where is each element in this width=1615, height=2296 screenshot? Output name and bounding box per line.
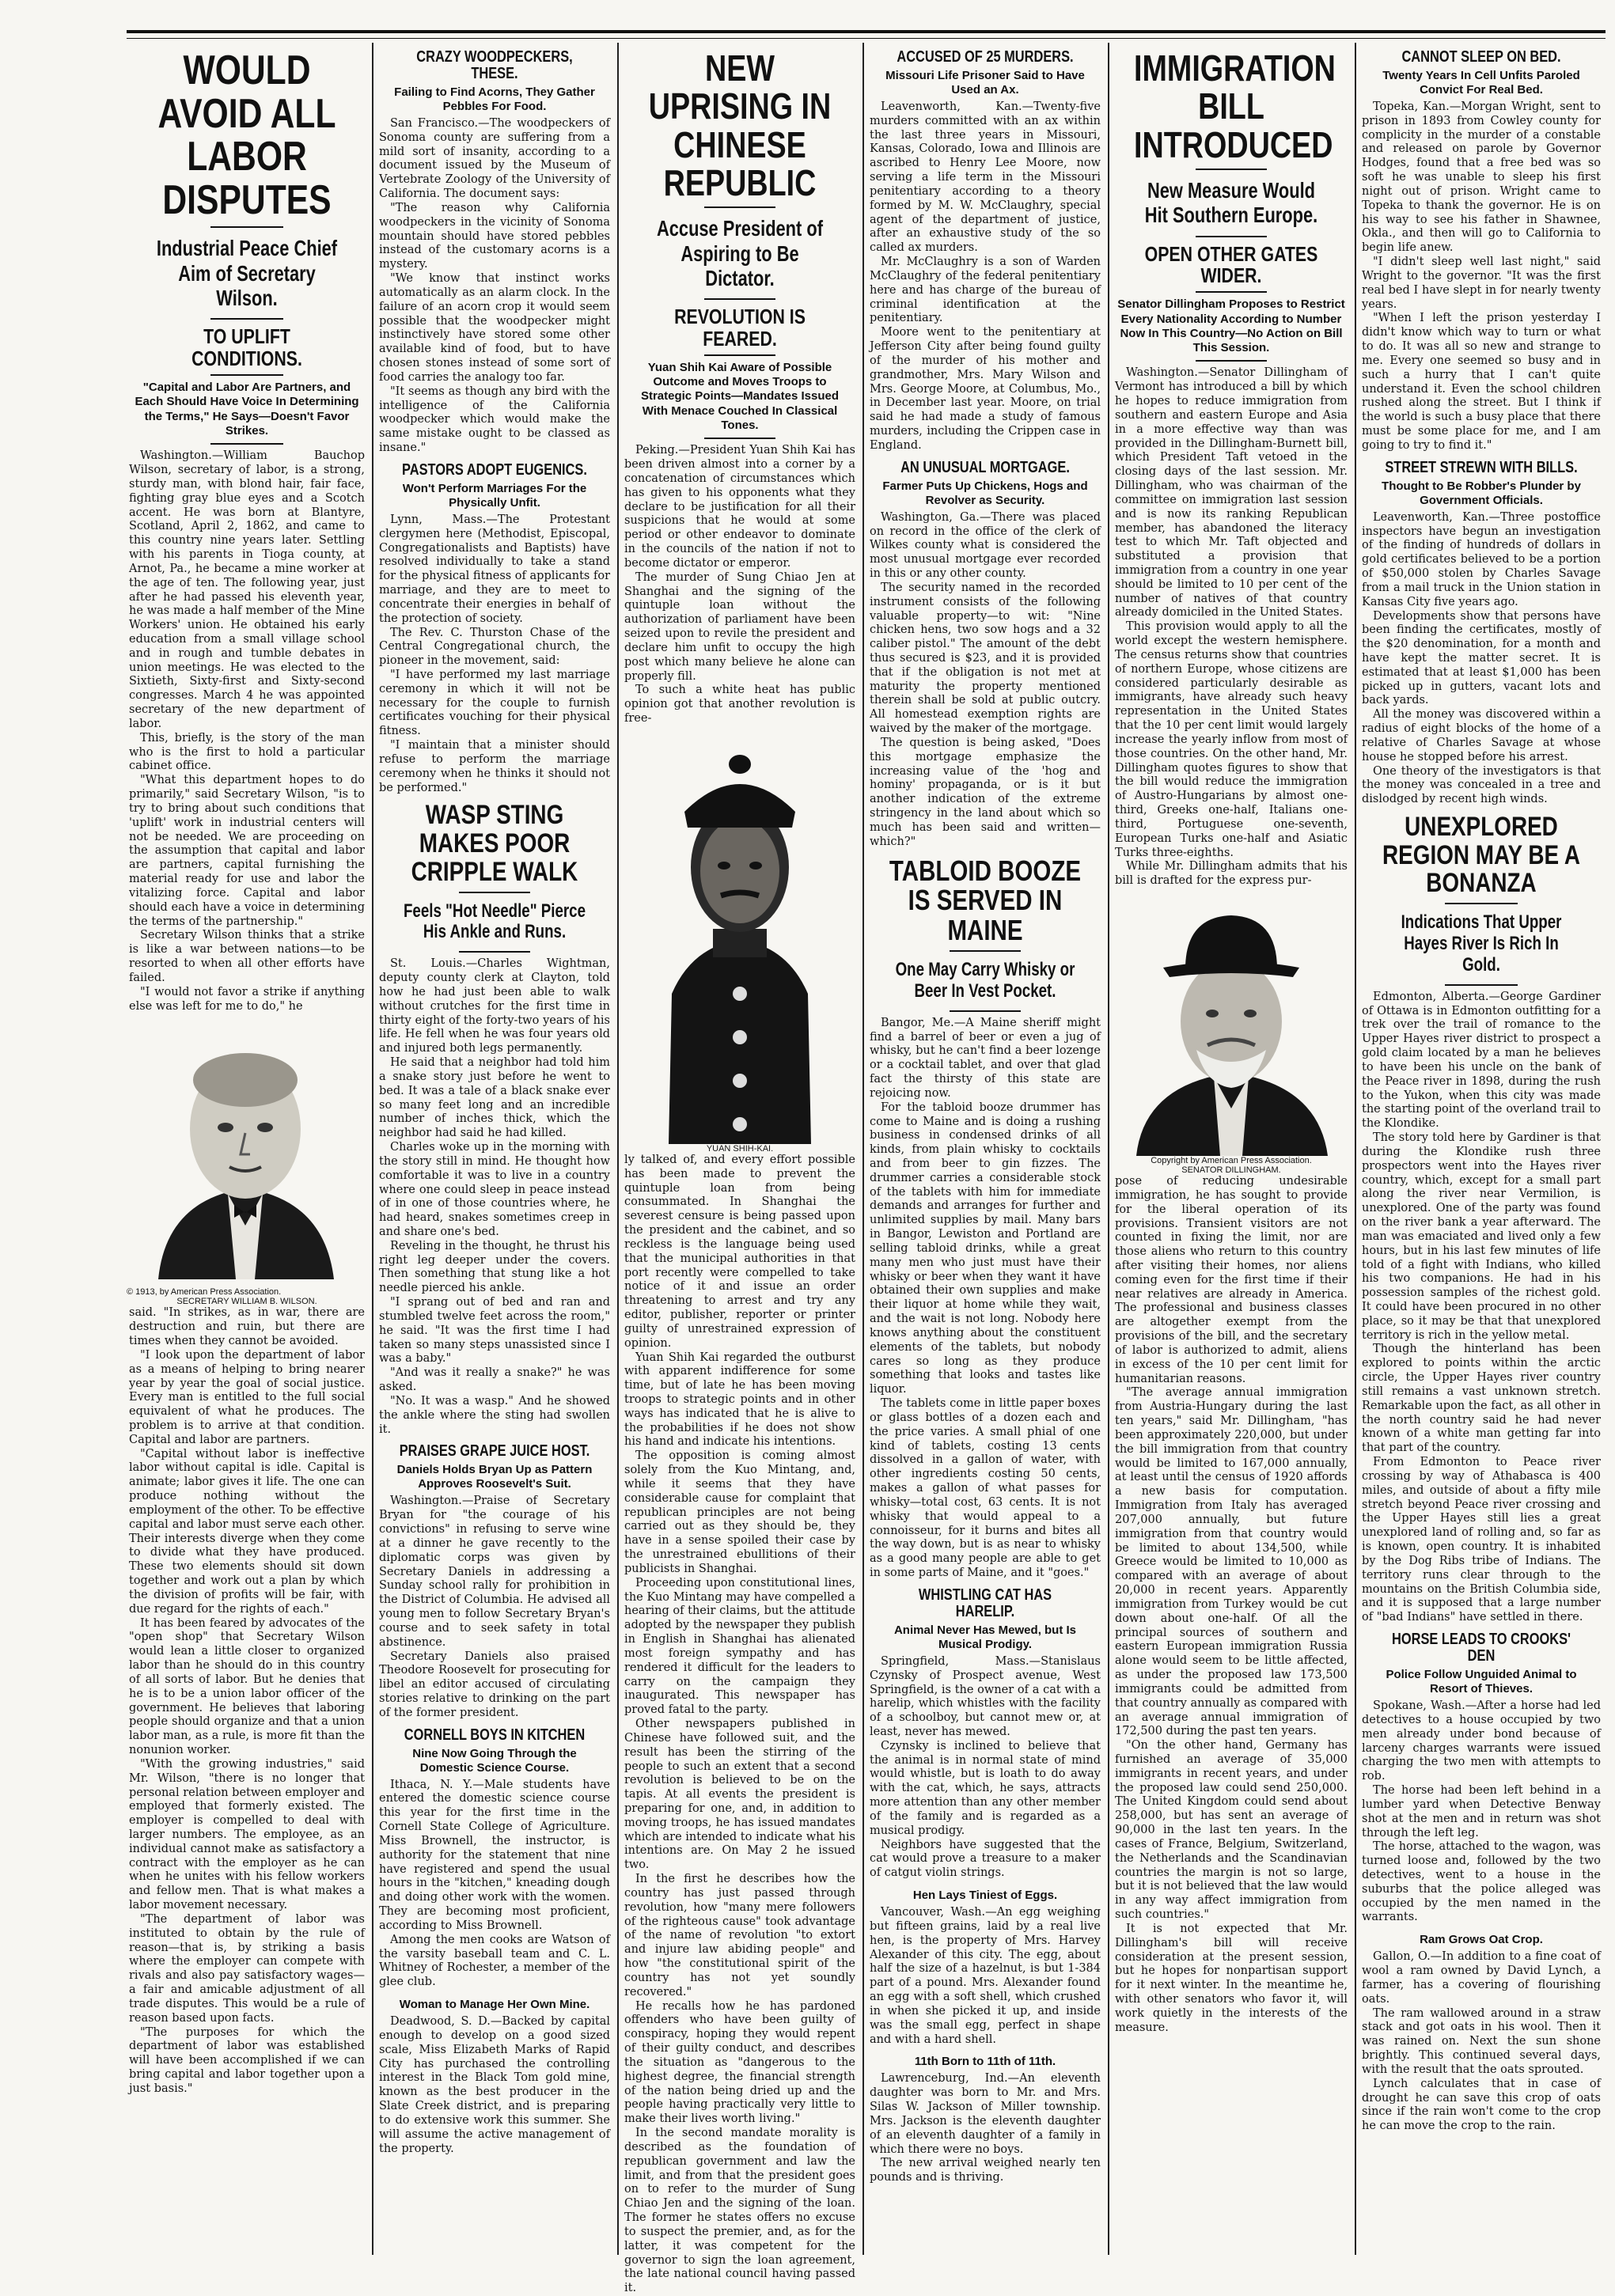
rule — [704, 206, 775, 208]
article-body-continued — [1115, 1175, 1348, 2036]
article-body — [1362, 511, 1601, 807]
paragraph: All the money was discovered within a radius of eight blocks of the home of a relative of Charles Savage at whose house he stopped before his arrest. — [1362, 708, 1601, 763]
paragraph: Deadwood, S. D.—Backed by capital enough to develop on a good sized scale, Miss Elizabeth Marks of Rapid City has purchased the controlling interest in the Black Tom gold mine, known as the best producer in the Slate Creek district, and is preparing to do extensive work this summer. She will assume the active management of the property. — [379, 2015, 610, 2155]
rule — [1196, 236, 1267, 237]
paragraph: The opposition is coming almost solely from the Kuo Mintang, and, while it seems that they have considerable cause for complaint that republican principles are not being carried out as they should be, they have in a sense spoiled their case by the unrestrained ebullitions of their publicists in Shanghai. — [624, 1449, 855, 1575]
paragraph: "I didn't sleep well last night," said Wright to the governor. "It was the first real bed I have slept in for nearly twenty years. — [1362, 256, 1601, 311]
article-body — [870, 1017, 1101, 1581]
paragraph: Lawrenceburg, Ind.—An eleventh daughter was born to Mr. and Mrs. Silas W. Jackson of Miller township. Mrs. Jackson is the eleventh daughter of an eleventh daughter of a family in which there were no boys. — [870, 2072, 1101, 2156]
paragraph: The horse, attached to the wagon, was turned loose and, followed by the two detectives, went to a house in the suburbs that the police alleged was occupied by the men named in the warrants. — [1362, 1840, 1601, 1924]
paragraph: Lynn, Mass.—The Protestant clergymen here (Methodist, Episcopal, Congregationalists and Baptists) have resolved individually to take a stand for the physical fitness of applicants for marriage, and they are to meet to concentrate their energies in behalf of the protection of society. — [379, 513, 611, 625]
paragraph: pose of reducing undesirable immigration, he has sought to provide for the liberal operation of its provisions. Transient visitors are not counted in fixing the limit, nor are those aliens who return to this country after visiting their homes, nor aliens coming even for the first time if their near relatives are already in America. The professional and business classes are altogether exempt from the provisions of the bill, and the secretary of labor is authorized to admit, aliens in excess of the 10 per cent limit for humanitarian reasons. — [1115, 1175, 1348, 1385]
paragraph: St. Louis.—Charles Wightman, deputy county clerk at Clayton, told how he had just been able to walk without crutches for the first time in thirty eight of the forty-two years of his life. He fell when he was four years old and injured both legs permanently. — [379, 957, 610, 1055]
column-5 — [1113, 43, 1350, 2260]
article-body — [379, 117, 610, 456]
article-body — [1362, 100, 1601, 453]
subhead-china: REVOLUTION IS FEARED. — [674, 305, 806, 350]
portrait-dillingham-image — [1120, 895, 1342, 1156]
subhead-immigration: OPEN OTHER GATES WIDER. — [1144, 241, 1318, 287]
article-body — [379, 1495, 610, 1720]
paragraph: This, briefly, is the story of the man who is the first to hold a particular cabinet office. — [129, 731, 365, 773]
headline-booze: TABLOID BOOZE IS SERVED IN MAINE — [889, 854, 1082, 947]
headline-sleep: CANNOT SLEEP ON BED. — [1401, 48, 1561, 66]
rule — [210, 226, 282, 228]
paragraph: Bangor, Me.—A Maine sheriff might find a barrel of beer or even a jug of whisky, but he can't find a beer lozenge or a cocktail tablet, and over that glad fact the thirsty of this state are rejoicing now. — [870, 1016, 1101, 1100]
paragraph: Proceeding upon constitutional lines, the Kuo Mintang may have compelled a hearing of their claims, but the attitude adopted by the newspaper they publish in English in Shanghai has alienated most foreign sympathy and has rendered it difficult for the leaders to carry on the campaign they inaugurated. This newspaper has proved fatal to the party. — [624, 1576, 855, 1717]
paragraph: The story told here by Gardiner is that during the Klondike rush three prospectors went into the Hayes river country, which, except for a small part along the river near Vermilion, is unexplored. One of the party was found on the river bank a year afterward. The man was emaciated and lived only a few hours, but in his last few minutes of life told of a fight with Indians, who killed his two companions. He had in his possession samples of the richest gold. It could have been procured in no other place, so it may be that that unexplored territory is rich in the yellow metal. — [1362, 1131, 1601, 1342]
article-body-continued — [624, 1154, 855, 2296]
paragraph: Though the hinterland has been explored to points within the arctic circle, the Upper Hayes river country still remains a vast unknown stretch. Remarkable upon the fact, as all other in the north country said he had never known of a white man getting far into that part of the country. — [1362, 1343, 1601, 1455]
headline-region: UNEXPLORED REGION MAY BE A BONANZA — [1382, 812, 1580, 899]
portrait-dillingham — [1113, 895, 1350, 1156]
paragraph: Topeka, Kan.—Morgan Wright, sent to prison in 1893 from Cowley county for complicity in the murder of a constable and released on parole by Governor Hodges, found that a free bed was so soft he was unable to sleep his first night out of prison. Wright came to Topeka to thank the governor. He is on his way to see his father in Shawnee, Okla., and then will go to California to begin life anew. — [1362, 100, 1601, 255]
subhead: Daniels Holds Bryan Up as Pattern Approves Roosevelt's Suit. — [396, 1463, 593, 1491]
paragraph: The Rev. C. Thurston Chase of the Central Congregational church, the pioneer in the movement, said: — [379, 626, 610, 668]
rule — [950, 950, 1020, 952]
headline-horse: HORSE LEADS TO CROOKS' DEN — [1392, 1631, 1571, 1665]
paragraph: Secretary Daniels also praised Theodore Roosevelt for prosecuting for libel an editor accused of circulating stories relative to drinking on the part of the former president. — [379, 1650, 610, 1719]
paragraph: Mr. McClaughry is a son of Warden McClaughry of the federal penitentiary here and has charge of the bureau of criminal identification at the penitentiary. — [870, 256, 1101, 325]
paragraph: He said that a neighbor had told him a snake story just before he went to bed. It was a tale of a black snake ever so many feet long and an incredible number of inches thick, which the neighbor had said he had killed. — [379, 1056, 610, 1140]
article-body — [379, 957, 610, 1437]
article-body — [129, 449, 365, 1013]
headline-eleventh: 11th Born to 11th of 11th. — [914, 2055, 1056, 2069]
portrait-yuan — [622, 733, 858, 1144]
paragraph: One theory of the investigators is that the money was concealed in a tree and dislodged by recent high winds. — [1362, 764, 1601, 806]
paragraph: Developments show that persons have been finding the certificates, mostly of the $20 denomination, for a month and have kept the matter secret. It is estimated that at least $1,000 has been picked up in gutters, vacant lots and back yards. — [1362, 609, 1601, 707]
rule — [704, 354, 775, 356]
paragraph: Spokane, Wash.—After a horse had led detectives to a house occupied by two men already under bond because of larceny charges warrants were issued charging the two men with attempts to rob. — [1362, 1699, 1601, 1783]
paragraph: It is not expected that Mr. Dillingham's bill will receive consideration at the present session, but he hopes for nonpartisan support for it next winter. In the meantime he, with other senators who favor it, will work quietly in the interests of the measure. — [1115, 1922, 1348, 2034]
column-divider — [1108, 43, 1109, 2255]
deck-immigration: New Measure Would Hit Southern Europe. — [1144, 177, 1318, 228]
paragraph: "And was it really a snake?" he was asked. — [379, 1366, 610, 1394]
headline-cat: WHISTLING CAT HAS HARELIP. — [918, 1586, 1052, 1620]
column-4 — [867, 43, 1103, 2260]
paragraph: Reveling in the thought, he thrust his right leg deeper under the covers. Then something that stung like a hot needle pierced his ankle. — [379, 1239, 610, 1295]
paragraph: While Mr. Dillingham admits that his bill is drafted for the express pur- — [1115, 860, 1348, 888]
column-1 — [127, 43, 367, 2260]
rule — [704, 438, 775, 439]
column-divider — [617, 43, 619, 2255]
portrait-yuan-image — [645, 733, 835, 1144]
rule — [1445, 984, 1518, 986]
paragraph: Leavenworth, Kan.—Three postoffice inspectors have begun an investigation of the finding of hundreds of dollars in gold certificates believed to be a portion of $50,000 stolen by Charles Savage from a mail truck in the Union station in Kansas City five years ago. — [1362, 510, 1601, 608]
paragraph: "I maintain that a minister should refuse to perform the marriage ceremony when he thinks it should not be performed." — [379, 739, 610, 794]
paragraph: Springfield, Mass.—Stanislaus Czynsky of Prospect avenue, West Springfield, is the owner of a cat with a harelip, which whistles with the facility of a schoolboy, but cannot mew or, at least, never has mewed. — [870, 1654, 1101, 1738]
paragraph: "The purposes for which the department of labor was established will have been accomplished if we can bring capital and labor together upon a just basis." — [129, 2025, 365, 2095]
article-body-continued — [129, 1306, 365, 2096]
subhead: Failing to Find Acorns, They Gather Pebbles For Food. — [394, 85, 595, 113]
column-divider — [862, 43, 864, 2255]
paragraph: The horse had been left behind in a lumber yard when Detective Benway shot at the men and in return was shot through the left leg. — [1362, 1784, 1601, 1839]
portrait-wilson — [127, 1018, 367, 1287]
column-divider — [372, 43, 373, 2255]
subhead: Farmer Puts Up Chickens, Hogs and Revolver as Security. — [882, 479, 1088, 507]
paragraph: Czynsky is inclined to believe that the animal is in normal state of mind would whistle, but is loath to do away with the cat, which, he says, attracts more attention than any other member of the family and is regarded as a musical prodigy. — [870, 1739, 1101, 1837]
paragraph: "I would not favor a strike if anything else was left for me to do," he — [129, 985, 365, 1013]
headline-labor: WOULD AVOID ALL LABOR DISPUTES — [157, 47, 336, 223]
rule — [210, 318, 282, 320]
paragraph: Gallon, O.—In addition to a fine coat of wool a ram owned by David Lynch, a farmer, has a covering of flourishing oats. — [1362, 1950, 1601, 2006]
headline-grape-juice: PRAISES GRAPE JUICE HOST. — [399, 1442, 590, 1461]
paragraph: Washington.—Senator Dillingham of Vermont has introduced a bill by which he hopes to reduce immigration from southern and eastern Europe and Asia in a more effective way than was provided in the Dillingham-Burnett bill, which President Taft vetoed in the closing days of the last session. Mr. Dillingham, who was chairman of the committee on immigration last session and is now its ranking Republican member, has abandoned the literacy test to which Mr. Taft objected and substituted a provision that immigration from a country in one year should be limited to 10 per cent of the number of natives of that country already domiciled in the United States. — [1115, 366, 1348, 619]
subhead: Thought to Be Robber's Plunder by Government Officials. — [1382, 479, 1581, 507]
paragraph: Peking.—President Yuan Shih Kai has been driven almost into a corner by a concatenation of circumstances which has given to his opponents what they declare to be justification for all their suspicions that he would at some period or other endeavor to dominate in the councils of the nation if not to become dictator or emperor. — [624, 444, 855, 570]
paragraph: "The reason why California woodpeckers in the vicinity of Sonoma mountain should have stored pebbles instead of the customary acorns is a mystery. — [379, 201, 610, 271]
paragraph: "I have performed my last marriage ceremony in which it will not be necessary for the couple to furnish certificates vouching for their physical fitness. — [379, 668, 610, 738]
rule — [1196, 169, 1267, 170]
paragraph: Charles woke up in the morning with the story still in mind. He thought how comfortable it was to live in a country where one could sleep in peace instead of in one of those countries where, he had heard, snakes sometimes creep in and share one's bed. — [379, 1141, 610, 1238]
paragraph: The new arrival weighed nearly ten pounds and is thriving. — [870, 2157, 1101, 2184]
paragraph: "With the growing industries," said Mr. Wilson, "there is no longer that personal relation between employer and employed that formerly existed. The employer is compelled to deal with larger numbers. The employee, as an individual cannot make as satisfactory a contract with the employer as he can when he unites with his fellow workers and fellow men. That is what makes a labor movement necessary. — [129, 1757, 365, 1912]
paragraph: "We know that instinct works automatically as an alarm clock. In the failure of an acorn crop it would seem possible that the woodpecker might instinctively have stored some other available kind of food, but to have chosen stones instead of some sort of food carries the analogy too far. — [379, 272, 610, 384]
paragraph: Moore went to the penitentiary at Jefferson City after being found guilty of the murder of his mother and grandmother, Mrs. Mary Wilson and Mrs. George Moore, at Columbus, Mo., in December last year. Moore, on trial said he had made a study of famous murders, including the Crippen case in England. — [870, 326, 1101, 452]
paragraph: Washington.—William Bauchop Wilson, secretary of labor, is a strong, sturdy man, with blond hair, fair face, fighting gray blue eyes and a Scotch accent. He was born at Blantyre, Scotland, April 2, 1862, and came to this country nine years later. Settling with his parents in Tioga county, at Arnot, Pa., he became a mine worker at the age of ten. The following year, just after he had passed his eleventh year, he was made a half member of the Mine Workers' union. He obtained his early education from a small village school and in rough and tumble debates in union meetings. He was elected to the Sixtieth, Sixty-first and Sixty-second congresses. March 4 he was appointed secretary of the new department of labor. — [129, 449, 365, 730]
rule — [950, 1010, 1020, 1012]
article-body — [1362, 1699, 1601, 1925]
paragraph: Yuan Shih Kai regarded the outburst with apparent indifference for some time, but of late he has been moving troops to strategic points and in other ways has indicated that he is alive to the probabilities if he does not show his hand and indicate his intentions. — [624, 1351, 855, 1449]
deck-region: Indications That Upper Hayes River Is Rich In Gold. — [1401, 911, 1562, 976]
paragraph: In the second mandate morality is described as the foundation of republican government and law the limit, and from that the president goes on to refer to the murder of Sung Chiao Jen and the signing of the loan. The former he states offers no excuse to suspect the premier, and, as for the latter, it was competent for the governor to sign the loan agreement, the late national council having passed it. — [624, 2127, 855, 2295]
paragraph: He recalls how he has pardoned offenders who have been guilty of conspiracy, hoping they would repent of their guilty conduct, and describes the situation as "dangerous to the highest degree, the financial strength of the nation being dried up and the people having practically very little to make their lives worth living." — [624, 1999, 855, 2126]
paragraph: Washington.—Praise of Secretary Bryan for "the courage of his convictions" in refusing to serve wine at a dinner he gave recently to the diplomatic corps was given by Secretary Daniels in addressing a Sunday school rally for prohibition in the District of Columbia. He advised all young men to follow Secretary Bryan's course and to seek safety in total abstinence. — [379, 1495, 610, 1649]
headline-china: NEW UPRISING IN CHINESE REPUBLIC — [648, 47, 832, 203]
paragraph: Neighbors have suggested that the cat would prove a treasure to a maker of catgut violin strings. — [870, 1838, 1101, 1880]
subhead: Nine Now Going Through the Domestic Science Course. — [412, 1746, 577, 1775]
paragraph: Other newspapers published in Chinese have followed suit, and the result has been the stirring of the people to such an extent that a second revolution is believed to be on the tapis. At all events the president is preparing for one, and, in addition to moving troops, he has issued mandates which are intended to indicate what his intentions are. On May 2 he issued two. — [624, 1718, 855, 1872]
article-body — [870, 2072, 1101, 2185]
paragraph: "When I left the prison yesterday I didn't know which way to turn or what to do. It was all so new and strange to me. Every one seemed so busy and in such a hurry that I can't quite understand it. Even the school children rushed along the street. But I think if the world is such a busy place that there must be some place for me, and I am going to try to find it." — [1362, 312, 1601, 452]
rule — [459, 951, 529, 953]
summary-immigration: Senator Dillingham Proposes to Restrict Every Nationality According to Number Now In This Country—No Action on Bill This Session. — [1117, 297, 1345, 355]
paragraph: said. "In strikes, as in war, there are destruction and ruin, but there are times when they cannot be avoided. — [129, 1306, 365, 1348]
paragraph: This provision would apply to all the world except the western hemisphere. The census returns show that countries of northern Europe, whose citizens are considered particularly desirable as immigrants, have already such heavy representation in the United States that the 10 per cent limit would largely increase the yearly inflow from most of those countries. On the other hand, Mr. Dillingham quotes figures to show that the bill would reduce the immigration of Austro-Hungarians by almost one-third, Greeks one-half, Italians one-third, Portuguese one-seventh, European Turks one-half and Asiatic Turks three-eighths. — [1115, 620, 1348, 859]
rule — [210, 443, 282, 445]
photo-caption: YUAN SHIH-KAI. — [706, 1143, 774, 1154]
paragraph: "The average annual immigration from Austria-Hungary during the last ten years," said Mr. Dillingham, "has been approximately 220,000, but under the bill immigration from that country would be limited to 167,000 annually, at least until the census of 1920 affords a new basis for computation. Immigration from Italy has averaged 207,000 annually, but future immigration from that country would be limited to about 134,500, while Greece would be limited to 10,000 as compared with an average of about 20,000 in recent years. Apparently immigration from Turkey would be cut down about one-half. Of all the principal sources of southern and eastern European immigration Russia alone would seem to be little affected, as under the proposed law 173,500 immigrants could be admitted from that country annually as compared with an average annual immigration of 172,500 during the past ten years. — [1115, 1386, 1348, 1738]
paragraph: "What this department hopes to do primarily," said Secretary Wilson, "is to try to bring about such conditions that 'uplift' work in industrial centers will not be needed. We are proceeding on the assumption that capital and labor are partners, capital furnishing the material ready for use and labor the vitalizing force. Capital and labor should each have a voice in determining the terms of the partnership." — [129, 774, 365, 928]
headline-bills: STREET STREWN WITH BILLS. — [1385, 458, 1578, 476]
headline-wasp: WASP STING MAKES POOR CRIPPLE WALK — [411, 800, 578, 887]
subhead: Twenty Years In Cell Unfits Paroled Convict For Real Bed. — [1382, 69, 1580, 97]
subhead: Police Follow Unguided Animal to Resort of Thieves. — [1386, 1668, 1577, 1696]
photo-credit: © 1913, by American Press Association. — [127, 1287, 282, 1298]
paragraph: "The department of labor was instituted to obtain by the rule of reason—that is, by striking a basis where the employer can compete with rivals and also pay satisfactory wages—a fair and amicable adjustment of all trade disputes. This would be a rule of reason based upon facts. — [129, 1912, 365, 2025]
column-3 — [622, 43, 858, 2295]
paragraph: For the tabloid booze drummer has come to Maine and is doing a rushing business in condensed drinks of all kinds, from plain whisky to cocktails and from beer to gin fizzes. The drummer carries a considerable stock of the tablets with him for immediate demands and arranges for further and unlimited supplies by mail. Many bars in Bangor, Lewiston and Portland are selling tabloid drinks, while a great many men who just must have their whisky or beer when they want it have obtained their own supplies and make their liquor at home while they wait, and the wait is not long. Nobody here knows anything about the constituent elements of the tablets, but nobody cares so long as they produce something that looks and tastes like liquor. — [870, 1101, 1101, 1396]
headline-woodpeckers: CRAZY WOODPECKERS, THESE. — [416, 48, 573, 82]
deck-wasp: Feels "Hot Needle" Pierce His Ankle and Runs. — [403, 900, 586, 943]
rule — [459, 892, 529, 893]
paragraph: Among the men cooks are Watson of the varsity baseball team and C. L. Whitney of Rochester, a member of the glee club. — [379, 1933, 610, 1989]
headline-cornell: CORNELL BOYS IN KITCHEN — [404, 1726, 586, 1744]
headline-mortgage: AN UNUSUAL MORTGAGE. — [900, 458, 1070, 476]
paragraph: "No. It was a wasp." And he showed the ankle where the sting had swollen it. — [379, 1394, 610, 1436]
paragraph: The question is being asked, "Does this mortgage emphasize the increasing value of the 'hog and hominy' propaganda, or is it but another indication of the extreme stringency in the land about which so much has been said and written—which?" — [870, 736, 1101, 848]
article-body — [870, 100, 1101, 453]
headline-murders: ACCUSED OF 25 MURDERS. — [897, 48, 1074, 66]
paragraph: "I sprang out of bed and ran and stumbled twelve feet across the room," he said. "It was the first time I had taken so many steps unassisted since I was a baby." — [379, 1296, 610, 1366]
article-body — [379, 2015, 610, 2156]
column-divider — [1355, 43, 1356, 2255]
column-2 — [377, 43, 612, 2260]
photo-credit: Copyright by American Press Association. — [1151, 1156, 1312, 1166]
paragraph: Ithaca, N. Y.—Male students have entered the domestic science course this year for the first time in the Cornell State College of Agriculture. Miss Brownell, the instructor, is authority for the statement that nine have registered and spend the usual hours in the "kitchen," kneading dough and doing other work with the women. They are becoming most proficient, according to Miss Brownell. — [379, 1778, 610, 1932]
paragraph: Washington, Ga.—There was placed on record in the office of the clerk of Wilkes county what is considered the most unusual mortgage ever recorded in this or any other county. — [870, 510, 1101, 581]
paragraph: Vancouver, Wash.—An egg weighing but fifteen grains, laid by a real live hen, is the property of Mrs. Harvey Alexander of this city. The egg, about half the size of a hazelnut, is but 1-384 part of a pound. Mrs. Alexander found an egg with a soft shell, which crushed in when she picked it up, and inside was the small egg, perfect in shape and with a hard shell. — [870, 1906, 1101, 2046]
deck-china: Accuse President of Aspiring to Be Dictator. — [657, 216, 823, 290]
paragraph: San Francisco.—The woodpeckers of Sonoma county are suffering from a mild sort of insanity, according to a document issued by the Museum of Vertebrate Zoology of the University of California. The document says: — [379, 117, 610, 201]
rule — [210, 374, 282, 376]
top-rule — [127, 30, 1606, 39]
paragraph: In the first he describes how the country has just passed through revolution, how "many mere followers of the righteous cause" took advantage of the name of revolution "to extort and injure law abiding people" and how "the constitutional spirit of the country has not yet soundly recovered." — [624, 1873, 855, 1999]
article-body — [870, 511, 1101, 850]
paragraph: Edmonton, Alberta.—George Gardiner of Ottawa is in Edmonton outfitting for a trek over the trail of romance to the Upper Hayes river district to prospect a gold claim located by a man he believes to have been his uncle on the bank of the Peace river in 1898, during the rush to the Yukon, when this city was made the starting point of the overland trail to the Klondike. — [1362, 990, 1601, 1131]
article-body — [1115, 366, 1348, 888]
photo-caption: SENATOR DILLINGHAM. — [1181, 1165, 1281, 1176]
paragraph: "It seems as though any bird with the intelligence of the California woodpecker which would make the same mistake ought to be classed as insane." — [379, 385, 610, 455]
article-body — [870, 1655, 1101, 1881]
paragraph: Leavenworth, Kan.—Twenty-five murders committed with an ax within the last three years in Missouri, Kansas, Colorado, Iowa and Illinois are ascribed to Henry Lee Moore, now serving a life term in the Missouri penitentiary according to a theory formed by M. W. McClaughry, special agent of the department of justice, after an exhaustive study of the so called ax murders. — [870, 100, 1101, 255]
portrait-wilson-image — [127, 1018, 364, 1279]
article-body — [870, 1906, 1101, 2047]
subhead-labor: TO UPLIFT CONDITIONS. — [191, 324, 302, 370]
article-body — [379, 513, 610, 796]
paragraph: Secretary Wilson thinks that a strike is like a war between nations—to be resorted to when all other efforts have failed. — [129, 929, 365, 984]
rule — [704, 298, 775, 300]
paragraph: Lynch calculates that in case of drought he can save this crop of oats since if the rain won't come to the crop he can move the crop to the rain. — [1362, 2077, 1601, 2133]
subhead: Missouri Life Prisoner Said to Have Used an Ax. — [885, 69, 1085, 97]
paragraph: "Capital without labor is ineffective labor without capital is idle. Capital is animate; labor gives it life. The one can produce nothing without the employment of the other. To be effective capital and labor must serve each other. Their interests diverge when they come to divide what they have produced. These two elements should sit down together and work out a plan by which the division of profits will be fair, with due regard for the rights of each." — [129, 1447, 365, 1616]
article-body — [1362, 1950, 1601, 2134]
summary-labor: "Capital and Labor Are Partners, and Each Should Have Voice In Determining the Terms," He Says—Doesn't Favor Strikes. — [135, 381, 359, 438]
paragraph: To such a white heat has public opinion got that another revolution is free- — [624, 684, 855, 726]
paragraph: The security named in the recorded instrument consists of the following valuable property—to wit: "Nine chicken hens, two sow hogs and a 32 caliber pistol." The amount of the debt thus secured is $23, and it is provided that if the obligation is not met at maturity the property mentioned therein shall be sold at public outcry. All homestead exemption rights are waived by the maker of the mortgage. — [870, 581, 1101, 736]
paragraph: The ram wallowed around in a straw stack and got oats in his wool. Then it was rained on. Next the sun shone brightly. This continued several days, with the result that the oats sprouted. — [1362, 2006, 1601, 2076]
summary-china: Yuan Shih Kai Aware of Possible Outcome and Moves Troops to Strategic Points—Mandates Issued With Menace Couched In Classical Tones. — [640, 360, 840, 433]
subhead: Animal Never Has Mewed, but Is Musical Prodigy. — [893, 1623, 1077, 1651]
column-6 — [1359, 43, 1603, 2260]
headline-mine: Woman to Manage Her Own Mine. — [399, 1998, 590, 2012]
rule — [1445, 903, 1518, 904]
deck-labor: Industrial Peace Chief Aim of Secretary Wilson. — [156, 236, 338, 311]
paragraph: "On the other hand, Germany has furnished an average of 35,000 immigrants in recent years, and under the proposed law could send 250,000. The United Kingdom could send about 258,000, but has sent an average of 90,000 in the last ten years. In the cases of France, Belgium, Switzerland, the Netherlands and the Scandinavian countries the margin is not so large, but it is not believed that the law would in any way affect immigration from such countries." — [1115, 1739, 1348, 1922]
article-body — [379, 1779, 610, 1990]
headline-ram: Ram Grows Oat Crop. — [1420, 1933, 1543, 1947]
photo-caption: SECRETARY WILLIAM B. WILSON. — [176, 1297, 317, 1307]
paragraph: The tablets come in little paper boxes or glass bottles of a dozen each and the price varies. A small phial of one kind of tablets, costing 13 cents dissolved in a gallon of water, with other ingredients costing 50 cents, makes a gallon of what passes for whisky—total cost, 63 cents. It is not whisky that would appeal to a connoisseur, for it burns and bites all the way down, but is as near to whisky as a good many people are able to get in some parts of Maine, and it "goes." — [870, 1397, 1101, 1580]
rule — [1196, 360, 1267, 362]
paragraph: "I look upon the department of labor as a means of helping to bring nearer year by year the goal of social justice. Every man is entitled to the full social equivalent of what he produces. The problem is to arrive at that condition. Capital and labor are partners. — [129, 1348, 365, 1446]
article-body — [1362, 991, 1601, 1625]
paragraph: From Edmonton to Peace river crossing by way of Athabasca is 400 miles, and outside of about a fifty mile stretch beyond Peace river crossing and the Upper Hayes still lies a great unexplored land of rolling and, so far as is known, open country. It is inhabited by the Dog Ribs tribe of Indians. The territory runs clear through to the mountains on the British Columbia side, and it is supposed that a large number of "bad Indians" have settled in there. — [1362, 1456, 1601, 1624]
paragraph: ly talked of, and every effort possible has been made to prevent the quintuple loan from being consummated. In Shanghai the severest censure is being passed upon the president and the cabinet, and so reckless is the language being used that the municipal authorities in that port recently were compelled to take notice of it and issue an order threatening to arrest and try any editor, publisher, reporter or printer guilty of unrestrained expression of opinion. — [624, 1153, 855, 1350]
headline-pastors: PASTORS ADOPT EUGENICS. — [402, 460, 587, 479]
headline-egg: Hen Lays Tiniest of Eggs. — [912, 1889, 1058, 1903]
article-body — [624, 444, 855, 726]
subhead: Won't Perform Marriages For the Physically Unfit. — [402, 481, 587, 510]
paragraph: It has been feared by advocates of the "open shop" that Secretary Wilson would lean a little closer to organized labor than he should do in this country of all sorts of labor. But he denies that he is to be a union labor officer of the government. He believes that laboring people should organize and that a union labor man, as a rule, is more fit than the nonunion worker. — [129, 1616, 365, 1757]
deck-booze: One May Carry Whisky or Beer In Vest Pocket. — [895, 958, 1075, 1002]
rule — [1196, 291, 1267, 293]
paragraph: The murder of Sung Chiao Jen at Shanghai and the signing of the quintuple loan without the authorization of parliament have been seized upon to revile the president and declare him unfit to occupy the high post which many believe he alone can properly fill. — [624, 570, 855, 683]
headline-immigration: IMMIGRATION BILL INTRODUCED — [1134, 47, 1336, 165]
